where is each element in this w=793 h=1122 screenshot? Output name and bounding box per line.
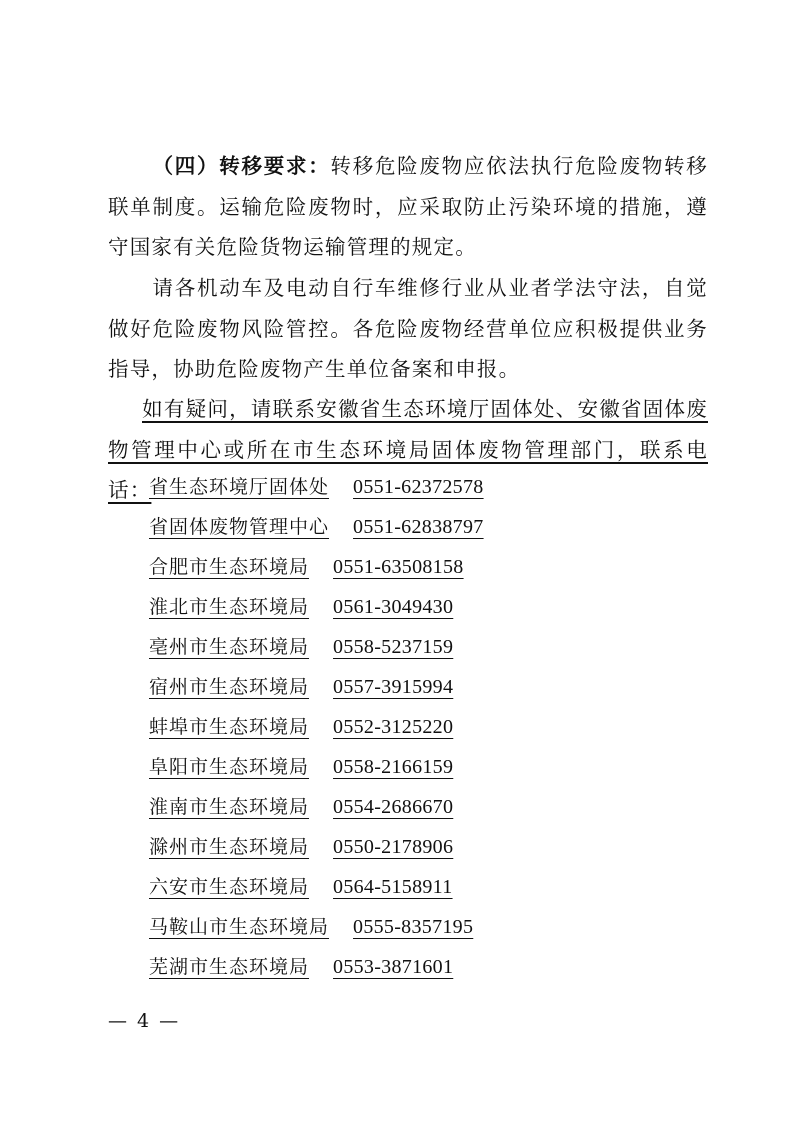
transfer-heading: （四）转移要求： <box>152 154 331 178</box>
contact-item <box>149 947 484 987</box>
contact-org: 马鞍山市生态环境局 <box>149 916 330 938</box>
contact-item <box>149 747 484 787</box>
contact-org: 滁州市生态环境局 <box>149 836 310 858</box>
contact-phone: 0554-2686670 <box>333 796 454 818</box>
transfer-requirements-paragraph <box>108 146 708 268</box>
contact-org: 蚌埠市生态环境局 <box>149 716 310 738</box>
contact-org: 芜湖市生态环境局 <box>149 956 310 978</box>
contact-item <box>149 547 484 587</box>
contact-org: 亳州市生态环境局 <box>149 636 310 658</box>
contact-phone: 0558-2166159 <box>333 756 454 778</box>
contact-phone: 0552-3125220 <box>333 716 454 738</box>
contact-org: 阜阳市生态环境局 <box>149 756 310 778</box>
contact-phone: 0550-2178906 <box>333 836 454 858</box>
contact-org: 宿州市生态环境局 <box>149 676 310 698</box>
contact-phone: 0551-62838797 <box>353 516 484 538</box>
contact-phone: 0551-62372578 <box>353 476 484 498</box>
contact-org: 淮南市生态环境局 <box>149 796 310 818</box>
contact-org: 省生态环境厅固体处 <box>149 476 330 498</box>
contact-item <box>149 667 484 707</box>
contact-phone: 0553-3871601 <box>333 956 454 978</box>
contact-item <box>149 827 484 867</box>
contact-item <box>149 867 484 907</box>
page-number: — 4 — <box>108 1010 181 1032</box>
contact-item <box>149 467 484 507</box>
contact-org: 省固体废物管理中心 <box>149 516 330 538</box>
contact-phone: 0555-8357195 <box>353 916 474 938</box>
contact-intro-text: 如有疑问，请联系安徽省生态环境厅固体处、安徽省固体废物管理中心或所在市生态环境局固体废物管理部门，联系电话： <box>108 397 708 502</box>
appeal-text: 请各机动车及电动自行车维修行业从业者学法守法，自觉做好危险废物风险管控。各危险废物经营单位应积极提供业务指导，协助危险废物产生单位备案和申报。 <box>108 276 708 381</box>
contact-item <box>149 627 484 667</box>
contact-phone: 0561-3049430 <box>333 596 454 618</box>
contact-org: 六安市生态环境局 <box>149 876 310 898</box>
contact-phone: 0557-3915994 <box>333 676 454 698</box>
contact-item <box>149 907 484 947</box>
contact-list <box>149 467 484 987</box>
contact-item <box>149 707 484 747</box>
contact-item <box>149 507 484 547</box>
contact-org: 合肥市生态环境局 <box>149 556 310 578</box>
contact-phone: 0564-5158911 <box>333 876 453 898</box>
transfer-body: 转移危险废物应依法执行危险废物转移联单制度。运输危险废物时，应采取防止污染环境的措施，遵守国家有关危险货物运输管理的规定。 <box>108 154 708 259</box>
contact-item <box>149 787 484 827</box>
appeal-paragraph <box>108 268 708 390</box>
contact-org: 淮北市生态环境局 <box>149 596 310 618</box>
contact-item <box>149 587 484 627</box>
contact-phone: 0558-5237159 <box>333 636 454 658</box>
contact-phone: 0551-63508158 <box>333 556 464 578</box>
